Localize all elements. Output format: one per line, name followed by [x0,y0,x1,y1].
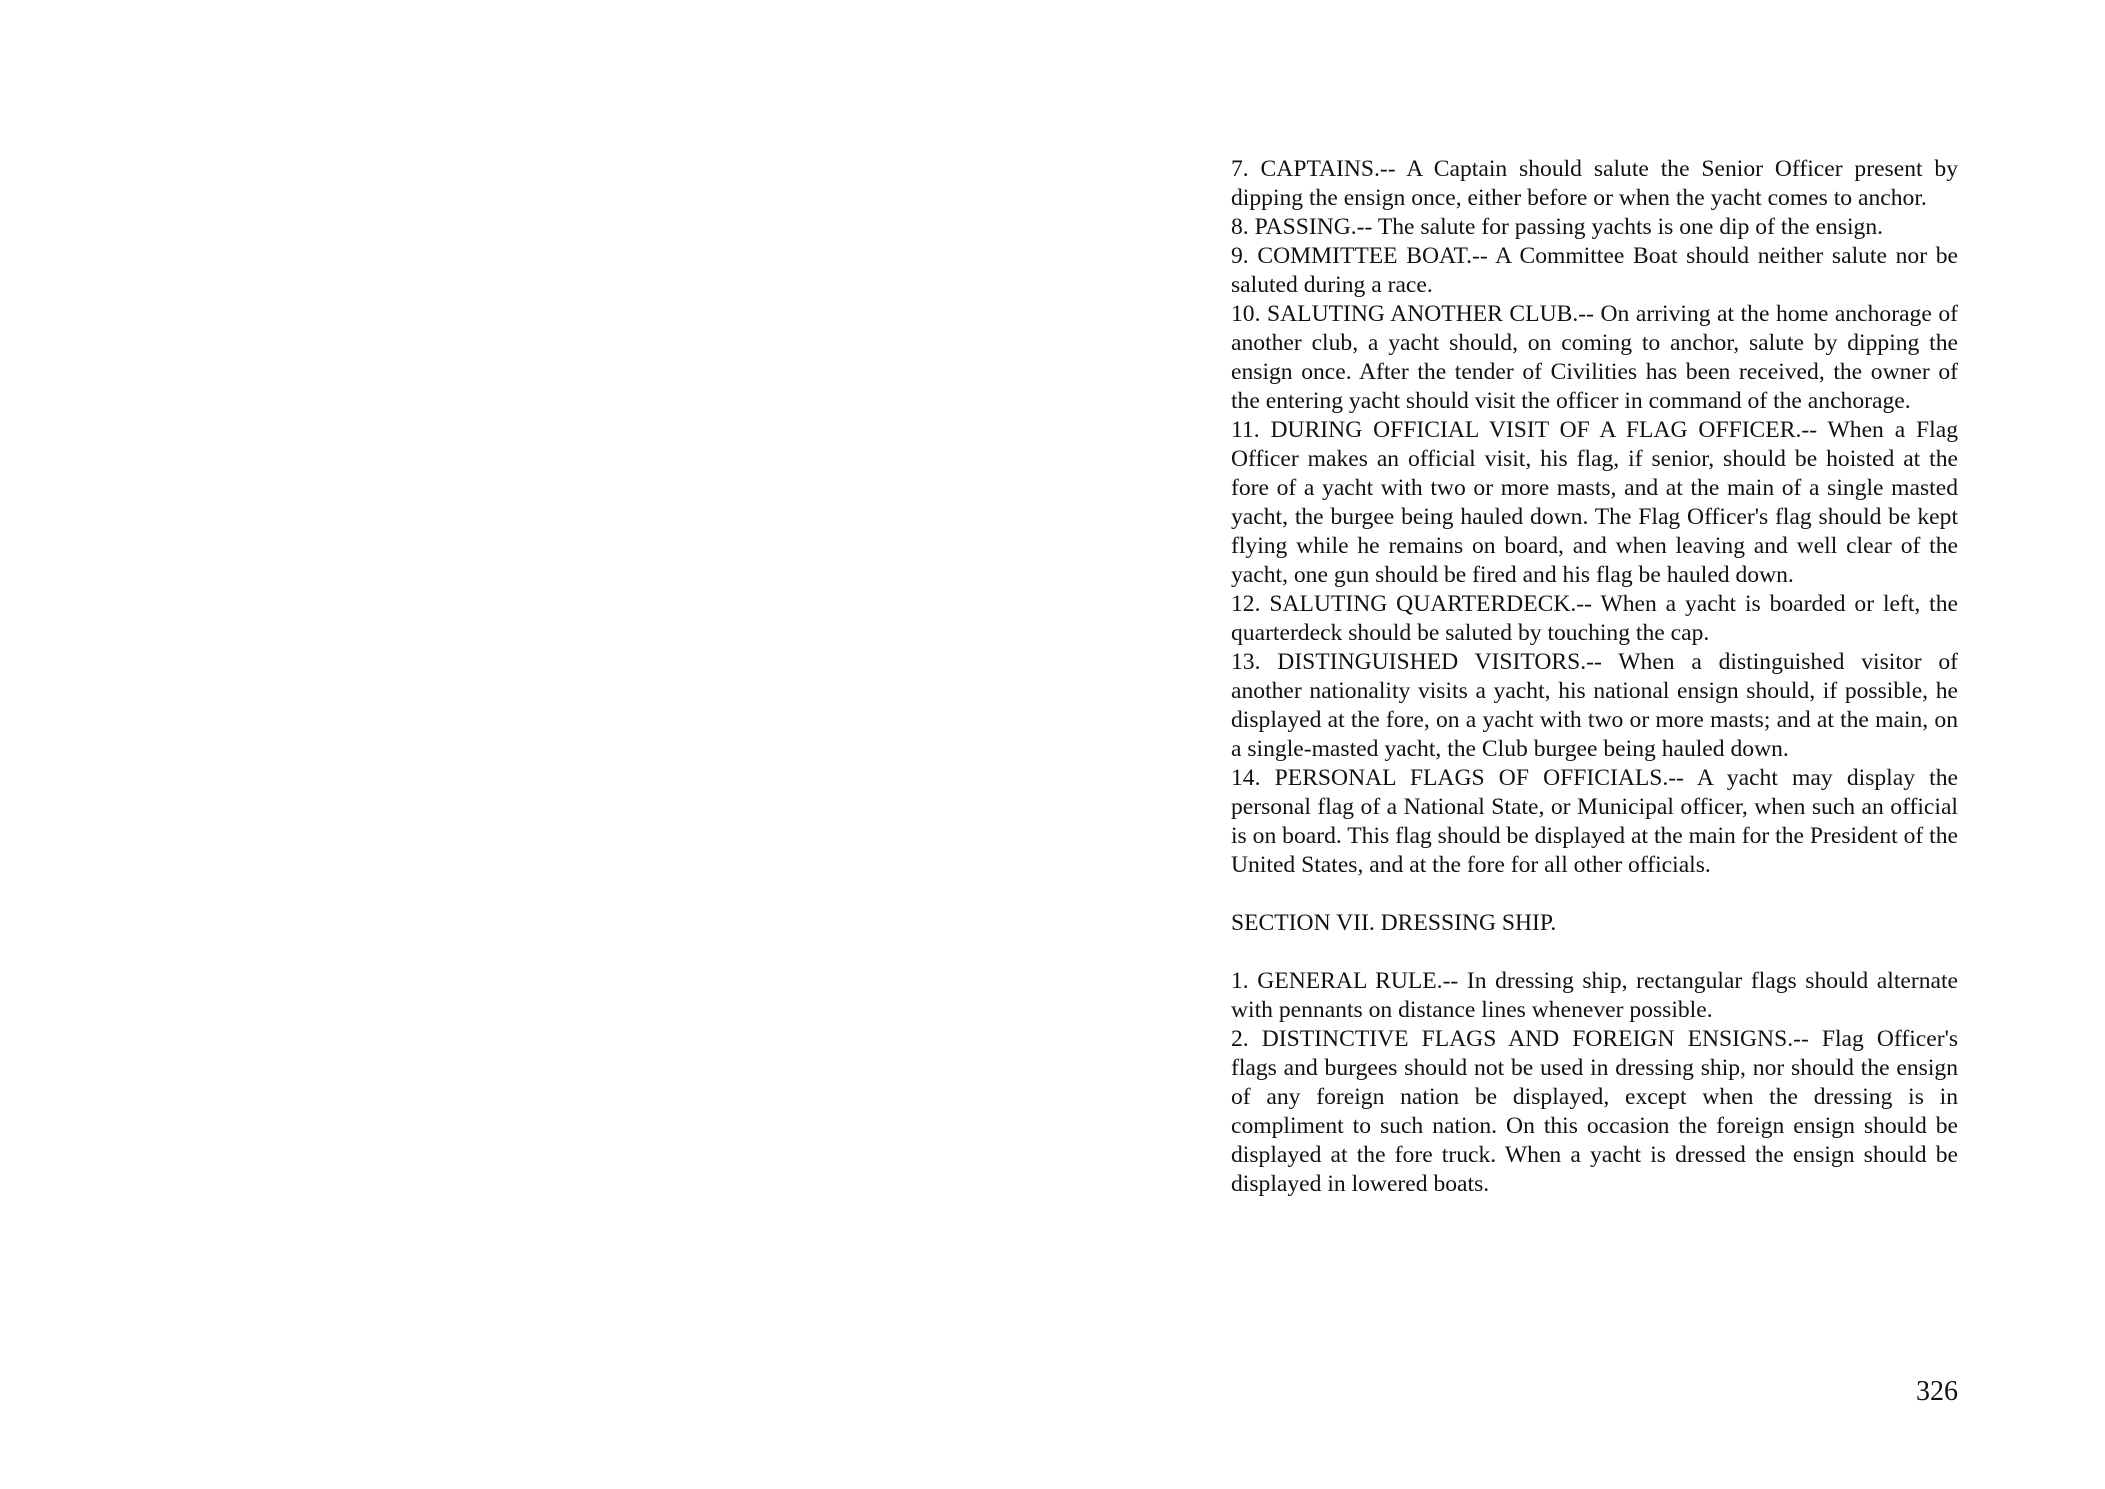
paragraph-saluting-another-club: 10. SALUTING ANOTHER CLUB.-- On arriving at the home anchorage of another club, a yacht should, on coming to anchor, salute by dipping the ensign once. After the tender of Civilities has been received, the owner of the entering yacht should visit the officer in command of the anchorage. [1231,301,1958,414]
paragraph-general-rule: 1. GENERAL RULE.-- In dressing ship, rectangular flags should alternate with pennants on distance lines whenever possible. [1231,968,1958,1023]
paragraph-passing: 8. PASSING.-- The salute for passing yachts is one dip of the ensign. [1231,214,1884,240]
page-body-text [1231,155,1958,1199]
section-heading: SECTION VII. DRESSING SHIP. [1231,910,1557,936]
paragraph-flag-officer-visit: 11. DURING OFFICIAL VISIT OF A FLAG OFFICER.-- When a Flag Officer makes an official visit, his flag, if senior, should be hoisted at the fore of a yacht with two or more masts, and at the main of a single masted yacht, the burgee being hauled down. The Flag Officer's flag should be kept flying while he remains on board, and when leaving and well clear of the yacht, one gun should be fired and his flag be hauled down. [1231,417,1958,588]
paragraph-distinctive-flags: 2. DISTINCTIVE FLAGS AND FOREIGN ENSIGNS.-- Flag Officer's flags and burgees should not be used in dressing ship, nor should the ensign of any foreign nation be displayed, except when the dressing is in compliment to such nation. On this occasion the foreign ensign should be displayed at the fore truck. When a yacht is dressed the ensign should be displayed in lowered boats. [1231,1026,1958,1197]
paragraph-captains: 7. CAPTAINS.-- A Captain should salute the Senior Officer present by dipping the ensign once, either before or when the yacht comes to anchor. [1231,156,1958,211]
paragraph-spacer [1231,880,1958,909]
paragraph-distinguished-visitors: 13. DISTINGUISHED VISITORS.-- When a distinguished visitor of another nationality visits a yacht, his national ensign should, if possible, he displayed at the fore, on a yacht with two or more masts; and at the main, on a single-masted yacht, the Club burgee being hauled down. [1231,649,1958,762]
paragraph-committee-boat: 9. COMMITTEE BOAT.-- A Committee Boat should neither salute nor be saluted during a race. [1231,243,1958,298]
paragraph-personal-flags: 14. PERSONAL FLAGS OF OFFICIALS.-- A yacht may display the personal flag of a National State, or Municipal officer, when such an official is on board. This flag should be displayed at the main for the President of the United States, and at the fore for all other officials. [1231,765,1958,878]
paragraph-spacer [1231,938,1958,967]
paragraph-saluting-quarterdeck: 12. SALUTING QUARTERDECK.-- When a yacht is boarded or left, the quarterdeck should be saluted by touching the cap. [1231,591,1958,646]
page-number: 326 [1916,1376,1958,1407]
